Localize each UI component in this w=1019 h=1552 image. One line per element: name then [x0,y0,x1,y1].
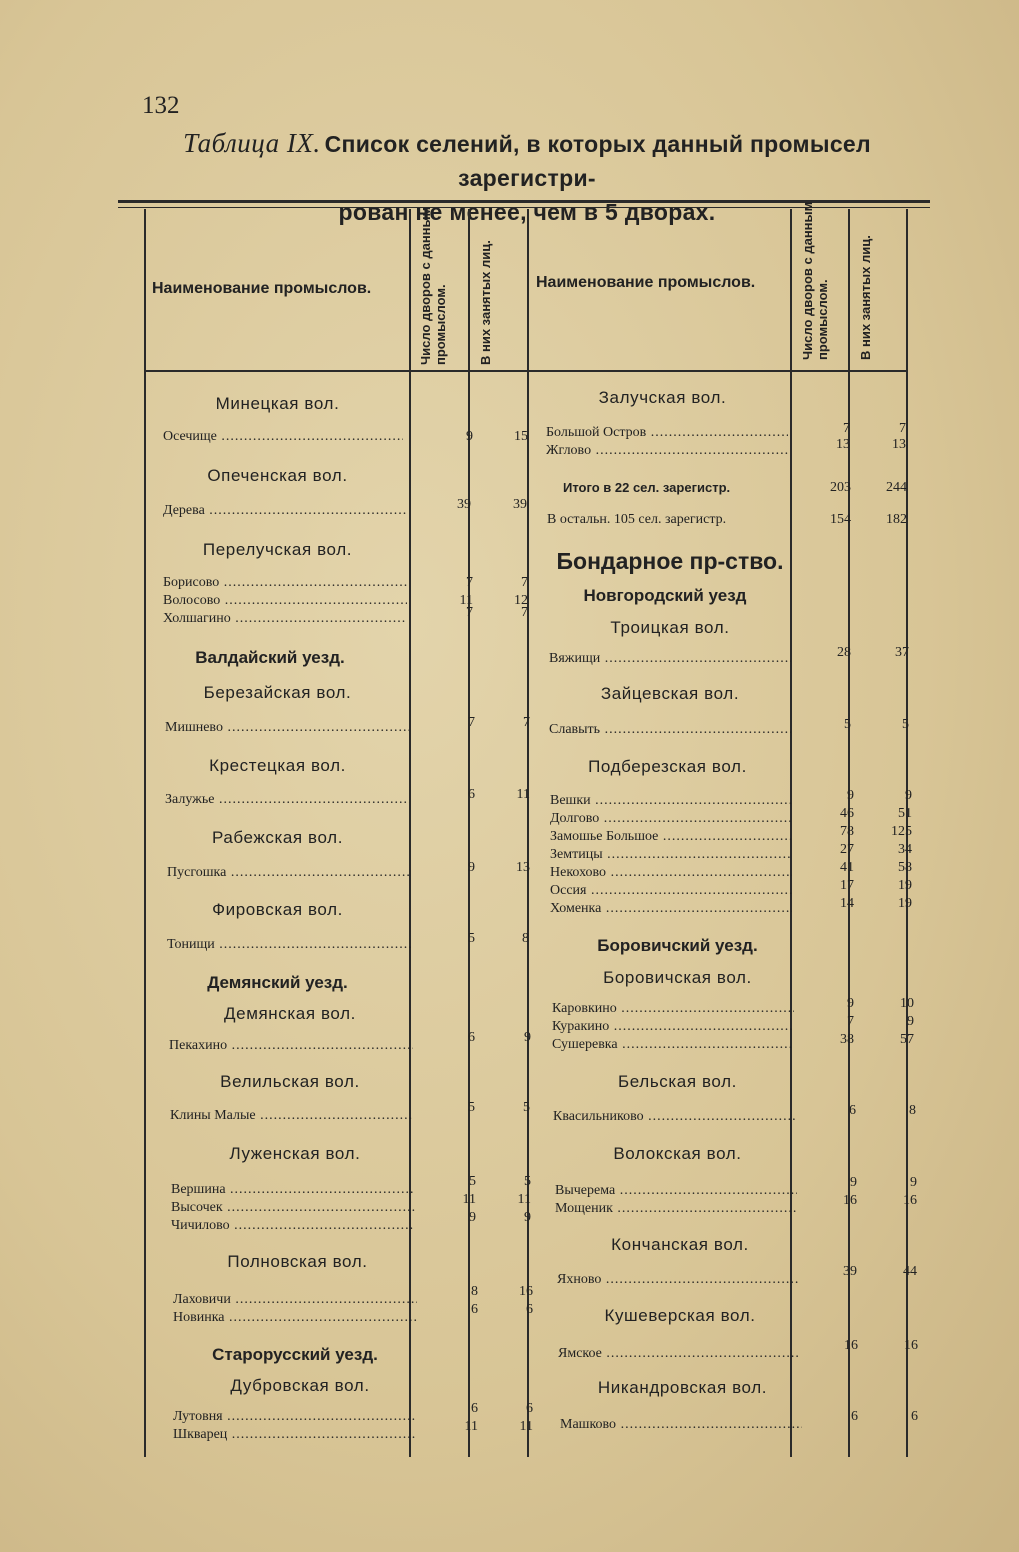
section-heading: Полновская вол. [227,1252,368,1271]
table-row: Борисово ..... 7 7 [163,574,528,592]
title-line-1: Список селений, в которых данный промысел зарегистри- [324,131,871,191]
table-row: Некохово ..... 41 58 [550,864,915,882]
uezd-heading: Валдайский уезд. [195,648,345,667]
table-row: Вешки ..... 9 9 [550,792,915,810]
section-heading: Подберезская вол. [588,757,747,776]
table-row: Мощеник ..... 16 16 [555,1200,920,1218]
header-bottom-rule [145,370,907,372]
table-row: Холшагино ..... 7 7 [163,610,528,628]
header-persons-right: В них занятых лиц. [858,235,873,360]
table-row: Квасильниково ..... 6 8 [553,1108,918,1126]
table-row: Высочек ..... 11 11 [171,1199,536,1217]
table-row: Куракино ..... 7 9 [552,1018,917,1036]
header-persons-left: В них занятых лиц. [478,240,493,365]
table-row: Каровкино ..... 9 10 [552,1000,917,1018]
section-heading: Опеченская вол. [207,466,348,485]
section-heading: Луженская вол. [229,1144,361,1163]
table-row: Долгово ..... 46 51 [550,810,915,828]
table-row: Осечище ..... 9 15 [163,428,528,446]
uezd-heading: Старорусский уезд. [212,1345,378,1364]
table-row: Клины Малые ..... 5 5 [170,1107,535,1125]
table-row: Вычерема ..... 9 9 [555,1182,920,1200]
trade-heading: Бондарное пр-ство. [556,548,784,574]
section-heading: Бельская вол. [618,1072,737,1091]
section-heading: Демянская вол. [224,1004,356,1023]
total-row: В остальн. 105 сел. зарегистр. 154 182 [547,512,907,527]
section-heading: Кушеверская вол. [604,1306,756,1325]
header-households-left: Число дворов с данным промыслом. [418,206,448,365]
table-row: Машково ..... 6 6 [560,1416,925,1434]
table-row: Жглово ..... 13 13 [546,442,911,460]
header-name-left: Наименование промыслов. [152,280,372,297]
page-number: 132 [142,92,180,119]
table-row: Хоменка ..... 14 19 [550,900,915,918]
table-row: Лутовня ..... 6 6 [173,1408,538,1426]
table-left-border [144,209,146,1457]
table-row: Залужье ..... 6 11 [165,791,530,809]
table-row: Волосово ..... 11 12 [163,592,528,610]
col-divider [527,209,529,1457]
section-heading: Березайская вол. [203,683,352,702]
section-heading: Велильская вол. [220,1072,360,1091]
uezd-heading: Новгородский уезд [583,586,747,605]
section-heading: Кончанская вол. [611,1235,749,1254]
section-heading: Фировская вол. [212,900,343,919]
total-row: Итого в 22 сел. зарегистр. 203 244 [563,480,907,495]
table-row: Лаховичи ..... 8 16 [173,1291,538,1309]
table-row: Дерева ..... 39 39 [163,502,528,520]
table-row: Сушеревка ..... 38 57 [552,1036,917,1054]
table-row: Пусгошка ..... 9 13 [167,864,532,882]
table-row: Чичилово ..... 9 9 [171,1217,536,1235]
section-heading: Минецкая вол. [215,394,340,413]
section-heading: Крестецкая вол. [209,756,346,775]
section-heading: Волокская вол. [613,1144,742,1163]
table-row: Мишнево ..... 7 7 [165,719,530,737]
title-line-2: рован не менее, чем в 5 дворах. [338,199,716,225]
section-heading: Троицкая вол. [610,618,730,637]
section-heading: Зайцевская вол. [600,684,740,703]
table-label: Таблица IX. [183,128,321,158]
table-row: Большой Остров ..... 7 7 [546,424,911,442]
section-heading: Рабежская вол. [211,828,344,847]
table-row: Пекахино ..... 6 9 [169,1037,534,1055]
table-row: Новинка ..... 6 6 [173,1309,538,1327]
table-row: Яхново ..... 39 44 [557,1271,922,1289]
section-heading: Никандровская вол. [597,1378,768,1397]
table-row: Земтицы ..... 27 34 [550,846,915,864]
table-row: Вершина ..... 5 5 [171,1181,536,1199]
section-heading: Дубровская вол. [230,1376,370,1395]
section-heading: Боровичская вол. [603,968,752,987]
table-row: Ямское ..... 16 16 [558,1345,923,1363]
table-row: Замошье Большое ..... 78 125 [550,828,915,846]
table-row: Тонищи ..... 5 8 [167,936,532,954]
table-row: Шкварец ..... 11 11 [173,1426,538,1444]
uezd-heading: Демянский уезд. [207,973,348,992]
table-row: Оссия ..... 17 19 [550,882,915,900]
col-divider [468,209,470,1457]
header-name-right: Наименование промыслов. [536,274,756,291]
uezd-heading: Боровичский уезд. [597,936,758,955]
section-heading: Залучская вол. [598,388,727,407]
header-households-right: Число дворов с данным промыслом. [800,201,830,360]
table-row: Вяжищи ..... 28 37 [549,650,914,668]
table-row: Славыть ..... 5 5 [549,721,914,739]
section-heading: Перелучская вол. [202,540,353,559]
